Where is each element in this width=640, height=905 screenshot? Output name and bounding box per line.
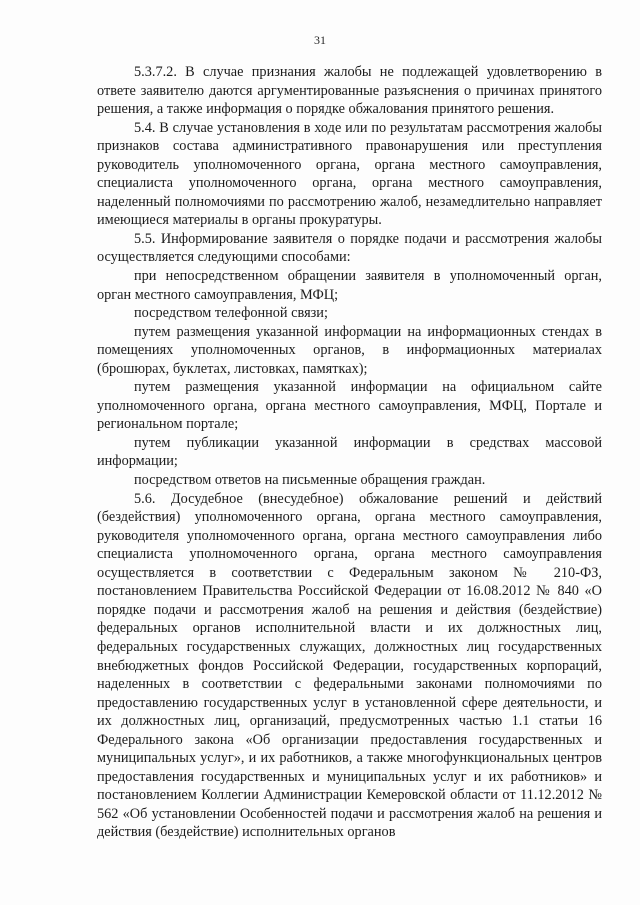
- list-item-phone: посредством телефонной связи;: [134, 305, 328, 322]
- list-item-written-replies: посредством ответов на письменные обращения граждан.: [134, 472, 486, 489]
- document-body: [97, 63, 602, 842]
- paragraph-5-4: 5.4. В случае установления в ходе или по результатам рассмотрения жалобы признаков состава административного правонарушения или преступления руководитель уполномоченного органа, органа местного самоуправления, специалиста уполномоченного органа, органа местного самоуправления, наделенный полномочиями по рассмотрению жалоб, незамедлительно направляет имеющиеся материалы в органы прокуратуры.: [97, 119, 602, 229]
- list-item-stands: путем размещения указанной информации на информационных стендах в помещениях уполномоченных органов, в информационных материалах (брошюрах, буклетах, листовках, памятках);: [97, 323, 602, 377]
- paragraph-5-6: 5.6. Досудебное (внесудебное) обжалование решений и действий (бездействия) уполномоченного органа, органа местного самоуправления, руководителя уполномоченного органа, органа местного самоуправления либо специалиста уполномоченного органа, органа местного самоуправления осуществляется в соответствии с Федеральным законом № 210-ФЗ, постановлением Правительства Российской Федерации от 16.08.2012 № 840 «О порядке подачи и рассмотрения жалоб на решения и действия (бездействие) федеральных органов исполнительной власти и их должностных лиц, федеральных государственных служащих, должностных лиц государственных внебюджетных фондов Российской Федерации, государственных корпораций, наделенных в соответствии с федеральными законами полномочиями по предоставлению государственных услуг в установленной сфере деятельности, и их должностных лиц, организаций, предусмотренных частью 1.1 статьи 16 Федерального закона «Об организации предоставления государственных и муниципальных услуг», и их работников, а также многофункциональных центров предоставления государственных и муниципальных услуг и их работников» и постановлением Коллегии Администрации Кемеровской области от 11.12.2012 № 562 «Об установлении Особенностей подачи и рассмотрения жалоб на решения и действия (бездействие) исполнительных органов: [97, 490, 602, 841]
- list-item-website: путем размещения указанной информации на официальном сайте уполномоченного органа, органа местного самоуправления, МФЦ, Портале и региональном портале;: [97, 379, 602, 433]
- list-item-direct-appeal: при непосредственном обращении заявителя в уполномоченный орган, орган местного самоуправления, МФЦ;: [97, 268, 602, 303]
- paragraph-5-5: 5.5. Информирование заявителя о порядке подачи и рассмотрения жалобы осуществляется следующими способами:: [97, 230, 602, 266]
- paragraph-5-3-7-2: 5.3.7.2. В случае признания жалобы не подлежащей удовлетворению в ответе заявителю даются аргументированные разъяснения о причинах принятого решения, а также информация о порядке обжалования принятого решения.: [97, 64, 602, 118]
- page-number: 31: [314, 33, 326, 47]
- list-item-mass-media: путем публикации указанной информации в средствах массовой информации;: [97, 434, 602, 470]
